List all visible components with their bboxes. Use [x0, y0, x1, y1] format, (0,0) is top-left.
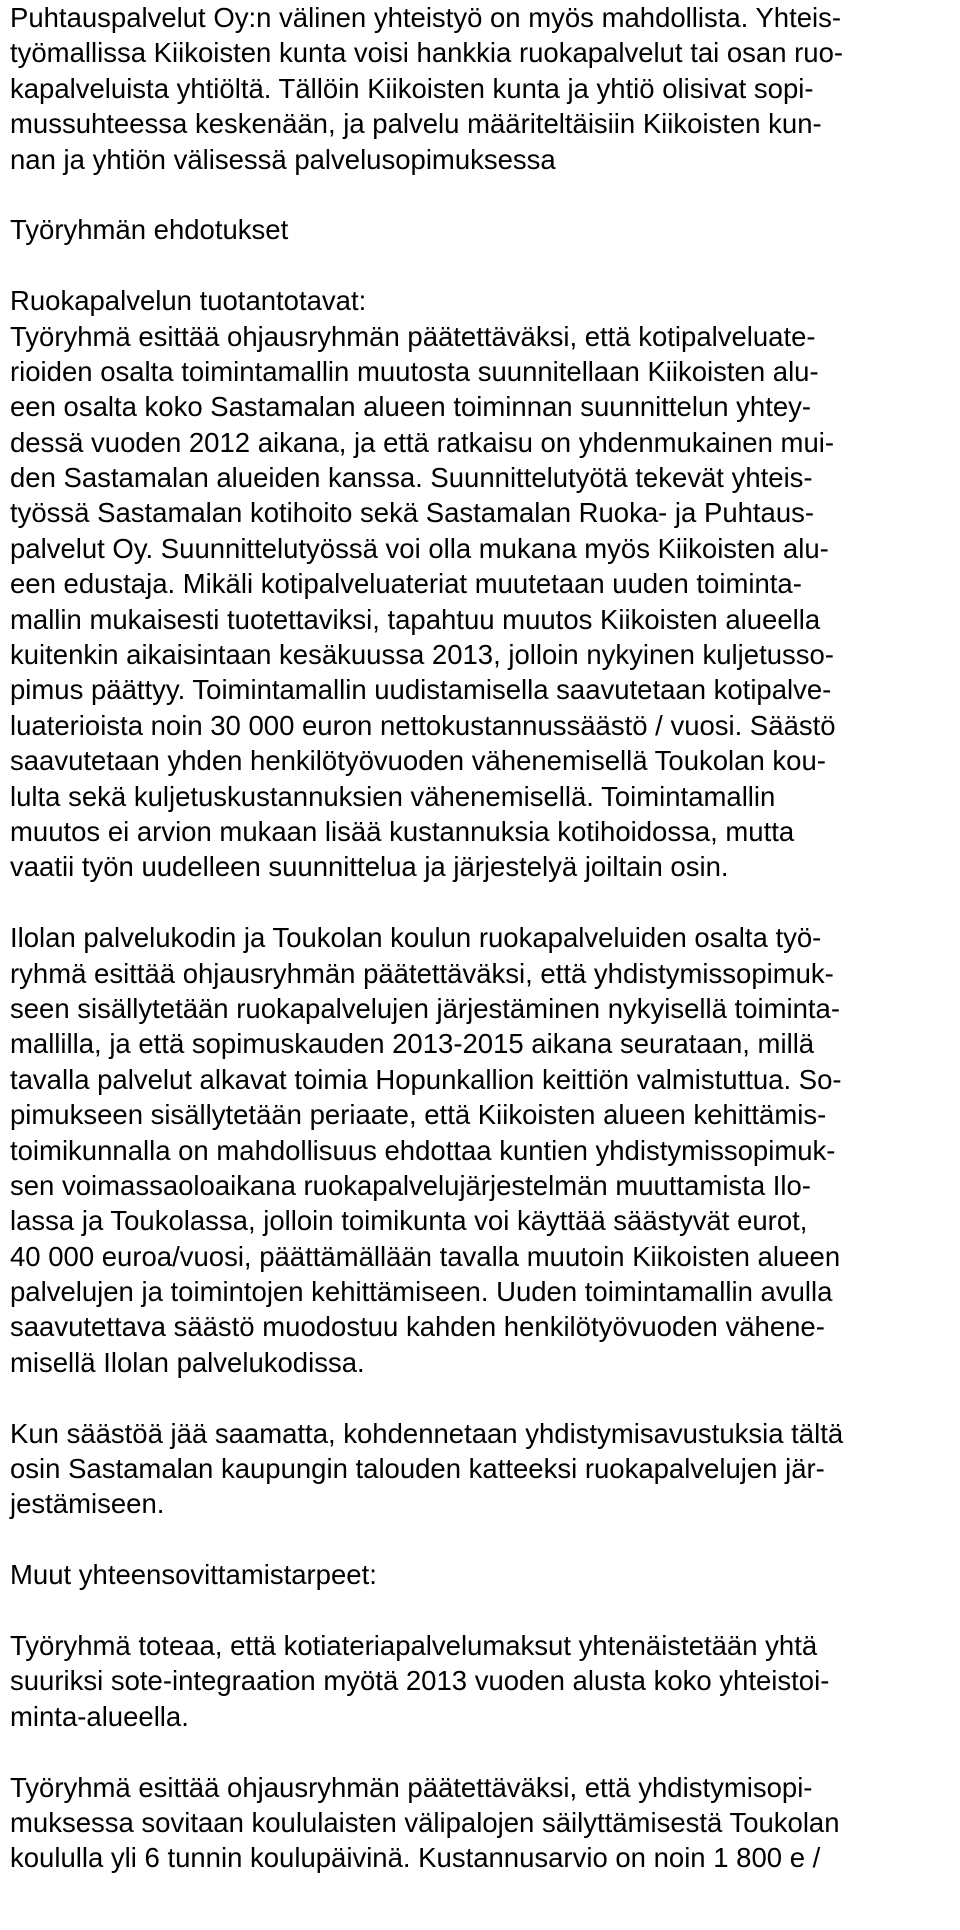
text-line: muksessa sovitaan koululaisten välipalojen säilyttämisestä Toukolan [10, 1806, 840, 1838]
text-line: lulta sekä kuljetuskustannuksien vähenemisellä. Toimintamallin [10, 780, 776, 812]
document-body [10, 0, 950, 1876]
text-line: ryhmä esittää ohjausryhmän päätettäväksi, että yhdistymissopimuk- [10, 957, 834, 989]
text-line: kuitenkin aikaisintaan kesäkuussa 2013, jolloin nykyinen kuljetusso- [10, 639, 834, 671]
paragraph-spacer [10, 1593, 950, 1628]
text-line: pimus päättyy. Toimintamallin uudistamisella saavutetaan kotipalve- [10, 674, 832, 706]
text-line: mallilla, ja että sopimuskauden 2013-2015 aikana seurataan, millä [10, 1028, 815, 1060]
section-heading [10, 1557, 950, 1592]
text-line: Työryhmän ehdotukset [10, 214, 289, 246]
text-line: suuriksi sote-integraation myötä 2013 vuoden alusta koko yhteistoi- [10, 1665, 830, 1697]
text-line: een osalta koko Sastamalan alueen toiminnan suunnittelun yhtey- [10, 391, 812, 423]
paragraph-spacer [10, 1380, 950, 1415]
paragraph-spacer [10, 177, 950, 212]
document-page [10, 0, 950, 1876]
text-line: mussuhteessa keskenään, ja palvelu määriteltäisiin Kiikoisten kun- [10, 108, 822, 140]
paragraph [10, 1416, 950, 1522]
text-line: een edustaja. Mikäli kotipalveluateriat muutetaan uuden toiminta- [10, 568, 802, 600]
text-line: nan ja yhtiön välisessä palvelusopimuksessa [10, 143, 556, 175]
text-line: Muut yhteensovittamistarpeet: [10, 1559, 377, 1591]
text-line: palvelut Oy. Suunnittelutyössä voi olla mukana myös Kiikoisten alu- [10, 532, 829, 564]
text-line: Puhtauspalvelut Oy:n välinen yhteistyö on myös mahdollista. Yhteis- [10, 2, 842, 33]
paragraph [10, 283, 950, 885]
paragraph [10, 0, 950, 177]
text-line: saavutettava säästö muodostuu kahden henkilötyövuoden vähene- [10, 1311, 825, 1343]
text-line: vaatii työn uudelleen suunnittelua ja järjestelyä joiltain osin. [10, 851, 729, 883]
text-line: lassa ja Toukolassa, jolloin toimikunta voi käyttää säästyvät eurot, [10, 1205, 808, 1237]
text-line: Ilolan palvelukodin ja Toukolan koulun ruokapalveluiden osalta työ- [10, 922, 822, 954]
text-line: 40 000 euroa/vuosi, päättämällään tavalla muutoin Kiikoisten alueen [10, 1240, 841, 1272]
text-line: den Sastamalan alueiden kanssa. Suunnittelutyötä tekevät yhteis- [10, 462, 813, 494]
text-line: koululla yli 6 tunnin koulupäivinä. Kustannusarvio on noin 1 800 e / [10, 1842, 821, 1874]
text-line: kapalveluista yhtiöltä. Tällöin Kiikoisten kunta ja yhtiö olisivat sopi- [10, 72, 814, 104]
text-line: muutos ei arvion mukaan lisää kustannuksia kotihoidossa, mutta [10, 815, 795, 847]
text-line: Työryhmä toteaa, että kotiateriapalvelumaksut yhtenäistetään yhtä [10, 1629, 818, 1661]
text-line: Työryhmä esittää ohjausryhmän päätettäväksi, että kotipalveluate- [10, 320, 816, 352]
text-line: Ruokapalvelun tuotantotavat: [10, 285, 367, 317]
text-line: toimikunnalla on mahdollisuus ehdottaa kuntien yhdistymissopimuk- [10, 1134, 836, 1166]
text-line: minta-alueella. [10, 1700, 189, 1732]
text-line: rioiden osalta toimintamallin muutosta suunnitellaan Kiikoisten alu- [10, 355, 819, 387]
paragraph [10, 1628, 950, 1734]
paragraph-spacer [10, 885, 950, 920]
text-line: luaterioista noin 30 000 euron nettokustannussäästö / vuosi. Säästö [10, 709, 836, 741]
text-line: Työryhmä esittää ohjausryhmän päätettäväksi, että yhdistymisopi- [10, 1771, 813, 1803]
text-line: pimukseen sisällytetään periaate, että Kiikoisten alueen kehittämis- [10, 1099, 827, 1131]
paragraph [10, 920, 950, 1380]
text-line: tavalla palvelut alkavat toimia Hopunkallion keittiön valmistuttua. So- [10, 1063, 842, 1095]
text-line: palvelujen ja toimintojen kehittämiseen. Uuden toimintamallin avulla [10, 1276, 833, 1308]
text-line: saavutetaan yhden henkilötyövuoden vähenemisellä Toukolan kou- [10, 745, 826, 777]
paragraph-spacer [10, 248, 950, 283]
paragraph-spacer [10, 1734, 950, 1769]
paragraph-spacer [10, 1522, 950, 1557]
text-line: työssä Sastamalan kotihoito sekä Sastamalan Ruoka- ja Puhtaus- [10, 497, 815, 529]
text-line: dessä vuoden 2012 aikana, ja että ratkaisu on yhdenmukainen mui- [10, 426, 835, 458]
text-line: misellä Ilolan palvelukodissa. [10, 1346, 365, 1378]
section-heading [10, 212, 950, 247]
text-line: seen sisällytetään ruokapalvelujen järjestäminen nykyisellä toiminta- [10, 992, 841, 1024]
text-line: Kun säästöä jää saamatta, kohdennetaan yhdistymisavustuksia tältä [10, 1417, 844, 1449]
text-line: osin Sastamalan kaupungin talouden katteeksi ruokapalvelujen jär- [10, 1453, 825, 1485]
text-line: työmallissa Kiikoisten kunta voisi hankkia ruokapalvelut tai osan ruo- [10, 37, 844, 69]
text-line: mallin mukaisesti tuotettaviksi, tapahtuu muutos Kiikoisten alueella [10, 603, 821, 635]
text-line: jestämiseen. [10, 1488, 165, 1520]
text-line: sen voimassaoloaikana ruokapalvelujärjestelmän muuttamista Ilo- [10, 1169, 811, 1201]
paragraph [10, 1770, 950, 1876]
